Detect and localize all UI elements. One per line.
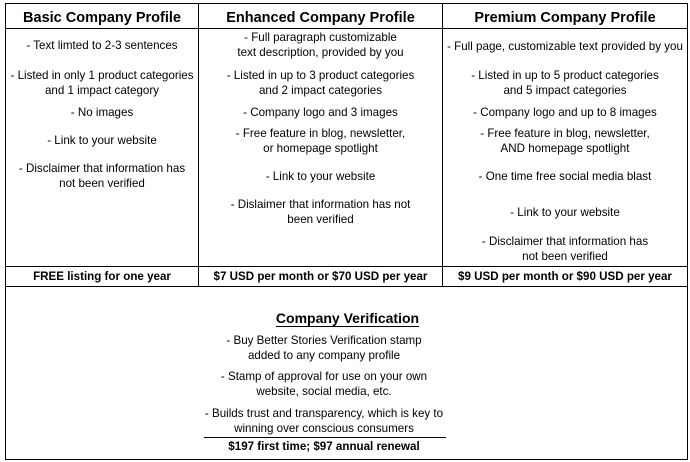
feature-item: - Text limted to 2-3 sentences	[26, 39, 178, 52]
enhanced-features	[199, 31, 442, 266]
basic-features	[6, 31, 198, 266]
feature-item: - Company logo and up to 8 images	[473, 106, 657, 119]
feature-item: - Company logo and 3 images	[243, 106, 398, 119]
feature-item: - Disclaimer that information has not been verified	[481, 235, 649, 263]
feature-item: - Builds trust and transparency, which is key to winning over conscious consumers	[204, 407, 444, 435]
feature-item: - Dislaimer that information has not been verified	[230, 198, 411, 226]
feature-item: - Free feature in blog, newsletter, AND homepage spotlight	[480, 127, 650, 155]
premium-price: $9 USD per month or $90 USD per year	[458, 270, 672, 283]
feature-item: - Link to your website	[265, 170, 376, 183]
feature-item: - Stamp of approval for use on your own website, social media, etc.	[220, 370, 428, 398]
feature-item: - Link to your website	[510, 206, 620, 219]
feature-item: - Listed in only 1 product categories and 1 impact category	[10, 69, 194, 97]
premium-features	[443, 31, 687, 266]
feature-item: - Buy Better Stories Verification stamp added to any company profile	[226, 334, 422, 362]
feature-item: - One time free social media blast	[478, 170, 652, 183]
feature-item: - Full paragraph customizable text description, provided by you	[237, 31, 404, 59]
feature-item: - Free feature in blog, newsletter, or homepage spotlight	[235, 127, 406, 155]
feature-item: - No images	[70, 106, 134, 119]
section-divider	[6, 286, 687, 287]
verification-title: Company Verification	[275, 310, 420, 326]
enhanced-price: $7 USD per month or $70 USD per year	[213, 270, 428, 283]
basic-price: FREE listing for one year	[33, 270, 171, 283]
feature-item: - Listed in up to 5 product categories and 5 impact categories	[471, 69, 659, 97]
verification-divider	[204, 437, 446, 438]
premium-profile-title: Premium Company Profile	[474, 10, 656, 26]
pricing-table	[5, 3, 688, 460]
enhanced-profile-title: Enhanced Company Profile	[226, 10, 415, 26]
basic-profile-title: Basic Company Profile	[23, 10, 181, 26]
feature-item: - Full page, customizable text provided by you	[447, 40, 683, 53]
verification-price: $197 first time; $97 annual renewal	[228, 440, 420, 453]
feature-item: - Listed in up to 3 product categories and 2 impact categories	[226, 69, 415, 97]
feature-item: - Link to your website	[47, 134, 157, 147]
price-divider	[6, 266, 687, 267]
feature-item: - Disclaimer that information has not been verified	[18, 162, 186, 190]
